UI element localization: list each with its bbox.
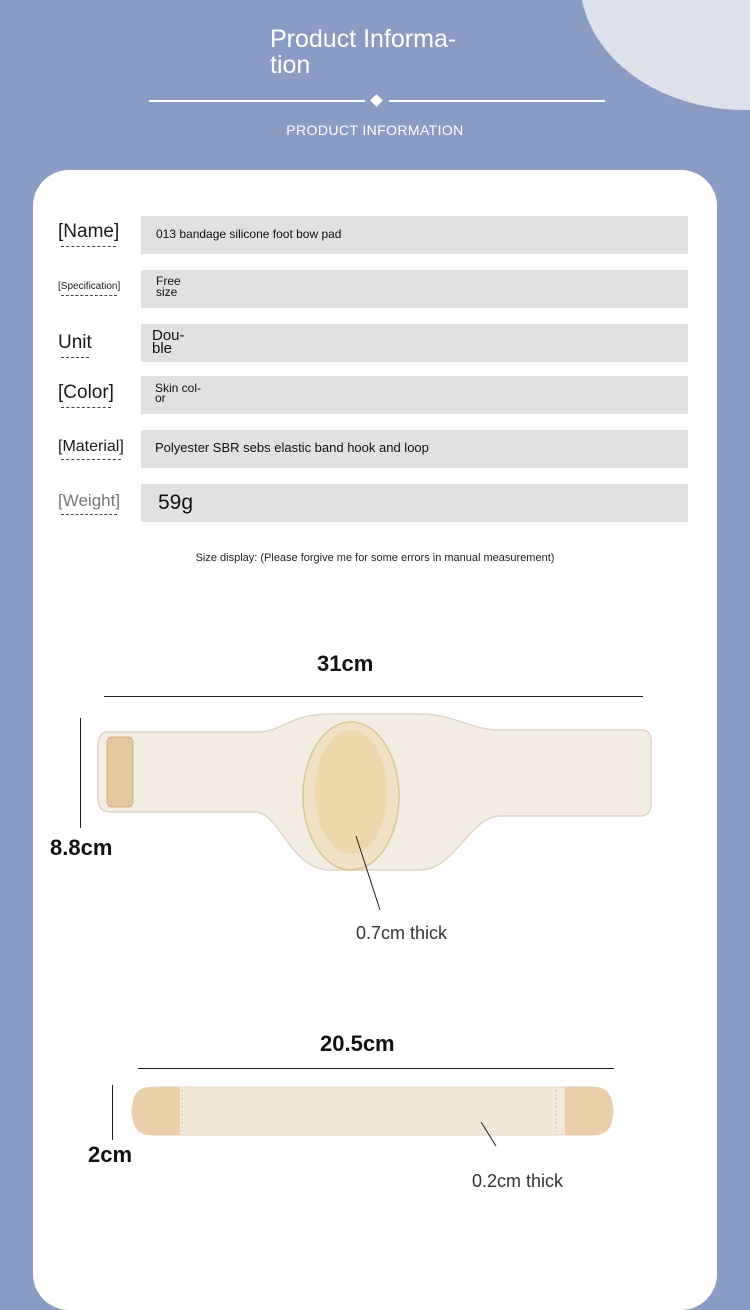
size-note: Size display: (Please forgive me for some errors in manual measurement) — [195, 552, 555, 564]
bandage-strip-illustration — [132, 1087, 613, 1146]
velcro-tab — [107, 737, 133, 807]
spec-label-material: [Material] — [58, 438, 124, 455]
strip-right-tab — [565, 1087, 613, 1135]
silicone-pad — [315, 730, 387, 854]
page-title-text: Product Informa- tion — [270, 25, 457, 79]
diagram2-width-line — [138, 1068, 614, 1069]
spec-value-color: Skin col- or — [155, 381, 202, 405]
diagram2-height-label: 2cm — [88, 1142, 133, 1167]
foot-bow-pad-illustration — [98, 714, 651, 910]
spec-label-weight: [Weight] — [58, 491, 121, 510]
strip-shape — [132, 1087, 613, 1135]
diagram2-thickness-label: 0.2cm thick — [472, 1171, 564, 1191]
spec-value-weight: 59g — [158, 491, 194, 514]
spec-value-material: Polyester SBR sebs elastic band hook and loop — [155, 440, 429, 455]
spec-label-name: [Name] — [58, 221, 120, 242]
spec-value-name: 013 bandage silicone foot bow pad — [156, 227, 342, 241]
diagram1-width-label: 31cm — [317, 651, 374, 676]
diagram2-height-line — [112, 1085, 113, 1140]
spec-value-specification: Free size — [156, 274, 181, 299]
spec-label-color: [Color] — [58, 382, 114, 403]
page-subtitle: PRODUCT INFORMATION — [286, 122, 464, 138]
strip-left-tab — [132, 1087, 180, 1135]
spec-label-specification: [Specification] — [58, 281, 121, 292]
diagram1-height-label: 8.8cm — [50, 835, 113, 860]
diagram1-thickness-label: 0.7cm thick — [356, 923, 448, 943]
spec-label-unit: Unit — [58, 332, 92, 353]
diagram2-width-label: 20.5cm — [320, 1031, 395, 1056]
spec-value-unit: Dou- ble — [152, 327, 185, 357]
